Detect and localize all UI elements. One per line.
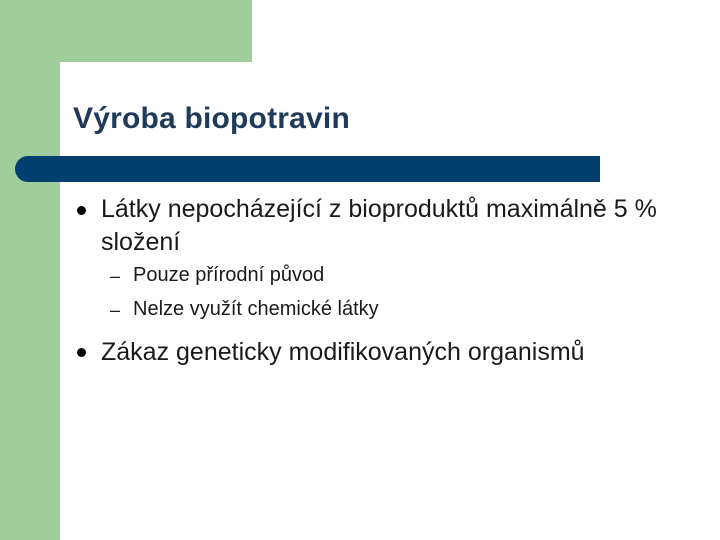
slide-title: Výroba biopotravin <box>73 102 350 135</box>
accent-strip-left <box>0 0 60 540</box>
sub-bullet-text: Nelze využít chemické látky <box>133 298 379 320</box>
sub-bullet-dash: – <box>110 266 121 286</box>
title-underline-bar <box>15 156 600 182</box>
bullet-text: Zákaz geneticky modifikovaných organismů <box>101 338 585 366</box>
sub-bullet-dash: – <box>110 300 121 320</box>
bullet-text: Látky nepocházející z bioproduktů maximálně 5 % složení <box>101 195 657 256</box>
sub-bullet-text: Pouze přírodní původ <box>133 264 325 286</box>
bullet-dot-icon <box>77 206 86 215</box>
bullet-dot-icon <box>77 348 86 357</box>
